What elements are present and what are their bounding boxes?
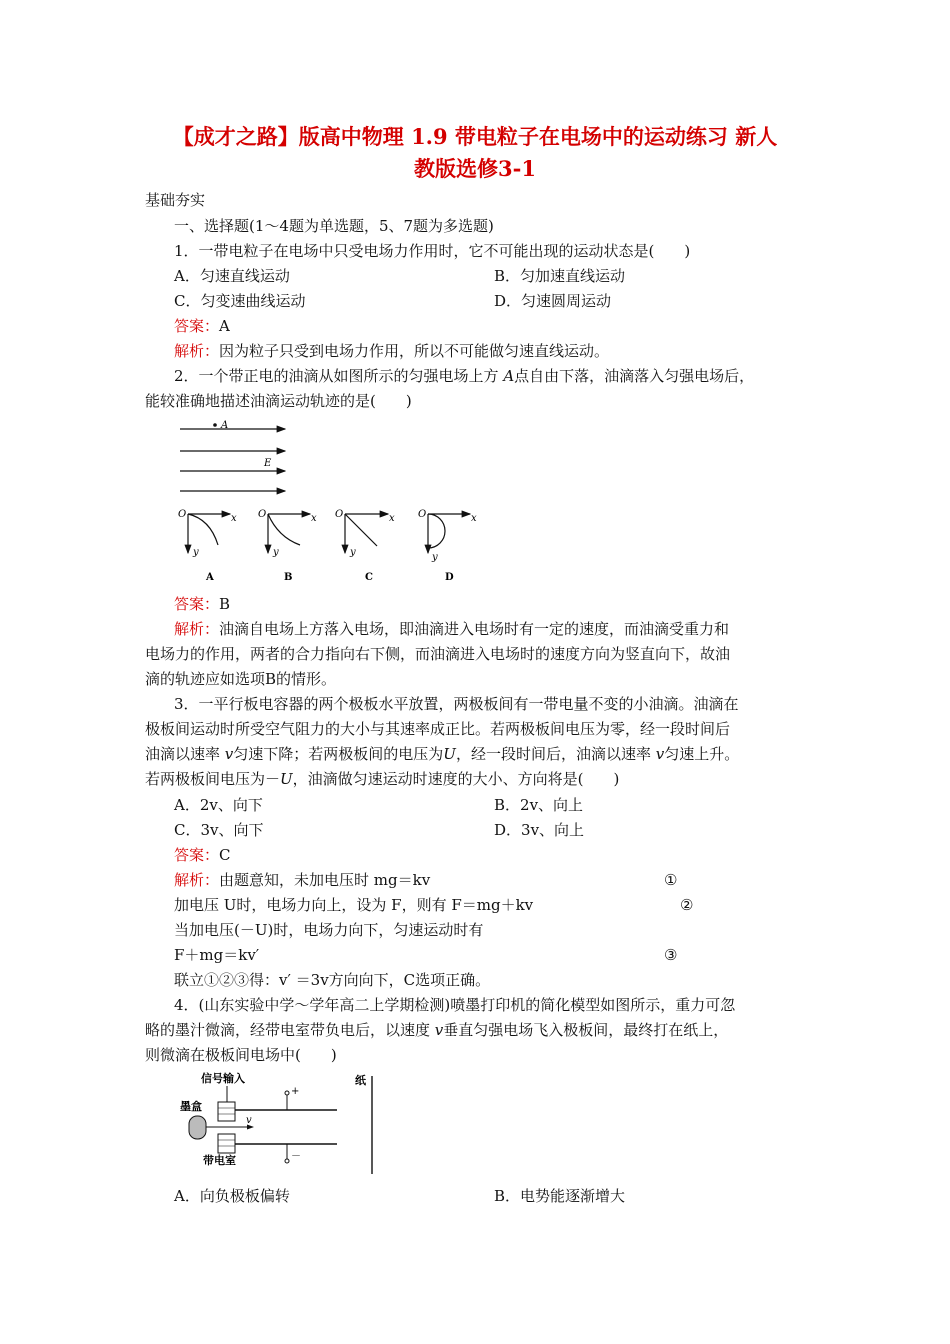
graph-option-d <box>428 514 470 553</box>
q4-var-v: v <box>434 1021 444 1039</box>
q3-analysis-line1 <box>174 870 430 890</box>
q3-text: ，经一段时间后，油滴以速率 <box>455 745 656 763</box>
point-a-dot <box>213 423 217 427</box>
q3-text: 若两极板间电压为－ <box>145 770 281 788</box>
option-a-caption: A <box>206 572 214 583</box>
q2-analysis-line2: 电场力的作用，两者的合力指向右下侧，而油滴进入电场时的速度方向为竖直向下，故油 <box>145 645 731 663</box>
origin-label: O <box>418 509 427 520</box>
q2-point-label: A <box>503 367 515 385</box>
answer-label: 答案： <box>174 846 220 864</box>
q3-analysis-line2: 加电压 U时，电场力向上，设为 F，则有 F＝mg＋kv <box>174 896 534 914</box>
q3-text: 匀速上升。 <box>664 745 740 763</box>
part-heading: 一、选择题(1～4题为单选题，5、7题为多选题) <box>174 217 494 235</box>
q1-option-a: A．匀速直线运动 <box>174 267 290 285</box>
q4-text: 垂直匀强电场飞入极板间，最终打在纸上， <box>443 1021 729 1039</box>
q3-analysis-line4: F＋mg＝kv′ <box>174 946 260 964</box>
section-heading: 基础夯实 <box>145 191 206 209</box>
answer-value: B <box>219 595 231 613</box>
q4-option-a: A．向负极板偏转 <box>174 1187 290 1205</box>
ink-box-label: 墨盒 <box>180 1100 202 1113</box>
equation-number-2: ② <box>680 896 694 914</box>
answer-value: C <box>219 846 231 864</box>
paper-label: 纸 <box>355 1074 366 1087</box>
origin-label: O <box>258 509 267 520</box>
option-c-caption: C <box>365 572 373 583</box>
charging-electrode-top <box>218 1102 235 1121</box>
q3-option-c: C．3v、向下 <box>174 821 264 839</box>
y-axis-label: y <box>193 547 199 558</box>
q2-stem-line2: 能较准确地描述油滴运动轨迹的是( ) <box>145 392 412 410</box>
y-axis-label: y <box>273 547 279 558</box>
charging-chamber-label: 带电室 <box>203 1154 236 1167</box>
y-axis-label: y <box>350 547 356 558</box>
q2-analysis-line1 <box>174 619 729 639</box>
q2-answer <box>174 594 230 614</box>
analysis-text: 油滴自电场上方落入电场，即油滴进入电场时有一定的速度，而油滴受重力和 <box>219 620 730 638</box>
document-title-line2: 教版选修3-1 <box>414 156 536 181</box>
answer-label: 答案： <box>174 317 220 335</box>
q2-stem-line1 <box>174 366 754 386</box>
velocity-label: v <box>246 1115 252 1126</box>
point-a-label: A <box>221 420 229 431</box>
q1-option-d: D．匀速圆周运动 <box>494 292 612 310</box>
analysis-label: 解析： <box>174 342 220 360</box>
q3-text: 油滴以速率 <box>145 745 225 763</box>
q3-analysis-line5: 联立①②③得：v′ ＝3v方向向下，C选项正确。 <box>174 971 491 989</box>
analysis-label: 解析： <box>174 871 220 889</box>
q3-var-v: v <box>655 745 665 763</box>
q3-analysis-line3: 当加电压(－U)时，电场力向下，匀速运动时有 <box>174 921 484 939</box>
q1-stem: 1．一带电粒子在电场中只受电场力作用时，它不可能出现的运动状态是( ) <box>174 242 691 260</box>
q4-printer-figure <box>175 1068 390 1178</box>
q3-text: 匀速下降；若两极板间的电压为 <box>233 745 444 763</box>
q3-var-u: U <box>280 770 293 788</box>
charging-electrode-bottom <box>218 1134 235 1153</box>
ink-box <box>189 1116 206 1139</box>
x-axis-label: x <box>471 513 477 524</box>
q3-option-b: B．2v、向上 <box>494 796 584 814</box>
q2-analysis-line3: 滴的轨迹应如选项B的情形。 <box>145 670 337 688</box>
q3-answer <box>174 845 231 865</box>
option-b-caption: B <box>284 572 293 583</box>
x-axis-label: x <box>311 513 317 524</box>
q3-var-u: U <box>443 745 456 763</box>
x-axis-label: x <box>231 513 237 524</box>
analysis-text: 由题意知，未加电压时 mg＝kv <box>219 871 431 889</box>
equation-number-1: ① <box>664 871 678 889</box>
negative-terminal-label: － <box>291 1151 301 1162</box>
q1-option-b: B．匀加速直线运动 <box>494 267 626 285</box>
q2-figure <box>170 415 490 590</box>
option-d-caption: D <box>445 572 454 583</box>
q3-text: ，油滴做匀速运动时速度的大小、方向将是( ) <box>292 770 620 788</box>
equation-number-3: ③ <box>664 946 678 964</box>
q3-stem-line3 <box>145 744 739 764</box>
q1-option-c: C．匀变速曲线运动 <box>174 292 306 310</box>
q1-answer <box>174 316 230 336</box>
q2-stem-part: 点自由下落，油滴落入匀强电场后， <box>514 367 755 385</box>
answer-value: A <box>219 317 230 335</box>
analysis-text: 因为粒子只受到电场力作用，所以不可能做匀速直线运动。 <box>219 342 610 360</box>
answer-label: 答案： <box>174 595 220 613</box>
q4-stem-line1: 4．(山东实验中学～学年高二上学期检测)喷墨打印机的简化模型如图所示，重力可忽 <box>174 996 736 1014</box>
signal-input-label: 信号输入 <box>201 1072 245 1085</box>
q3-option-a: A．2v、向下 <box>174 796 263 814</box>
q3-stem-line4 <box>145 769 619 789</box>
q3-var-v: v <box>224 745 234 763</box>
origin-label: O <box>335 509 344 520</box>
q3-stem-line1: 3．一平行板电容器的两个极板水平放置，两极板间有一带电量不变的小油滴。油滴在 <box>174 695 739 713</box>
q1-analysis <box>174 341 609 361</box>
y-axis-label: y <box>432 552 438 563</box>
x-axis-label: x <box>389 513 395 524</box>
q4-text: 略的墨汁微滴，经带电室带负电后，以速度 <box>145 1021 435 1039</box>
q4-stem-line3: 则微滴在极板间电场中( ) <box>145 1046 337 1064</box>
q2-stem-part: 2．一个带正电的油滴从如图所示的匀强电场上方 <box>174 367 504 385</box>
q3-stem-line2: 极板间运动时所受空气阻力的大小与其速率成正比。若两极板间电压为零，经一段时间后 <box>145 720 731 738</box>
analysis-label: 解析： <box>174 620 220 638</box>
field-label: E <box>264 458 272 469</box>
origin-label: O <box>178 509 187 520</box>
positive-terminal-label: + <box>291 1086 300 1097</box>
q4-stem-line2 <box>145 1020 728 1040</box>
q3-option-d: D．3v、向上 <box>494 821 585 839</box>
q4-option-b: B．电势能逐渐增大 <box>494 1187 626 1205</box>
document-title-line1: 【成才之路】版高中物理 1.9 带电粒子在电场中的运动练习 新人 <box>172 124 778 149</box>
